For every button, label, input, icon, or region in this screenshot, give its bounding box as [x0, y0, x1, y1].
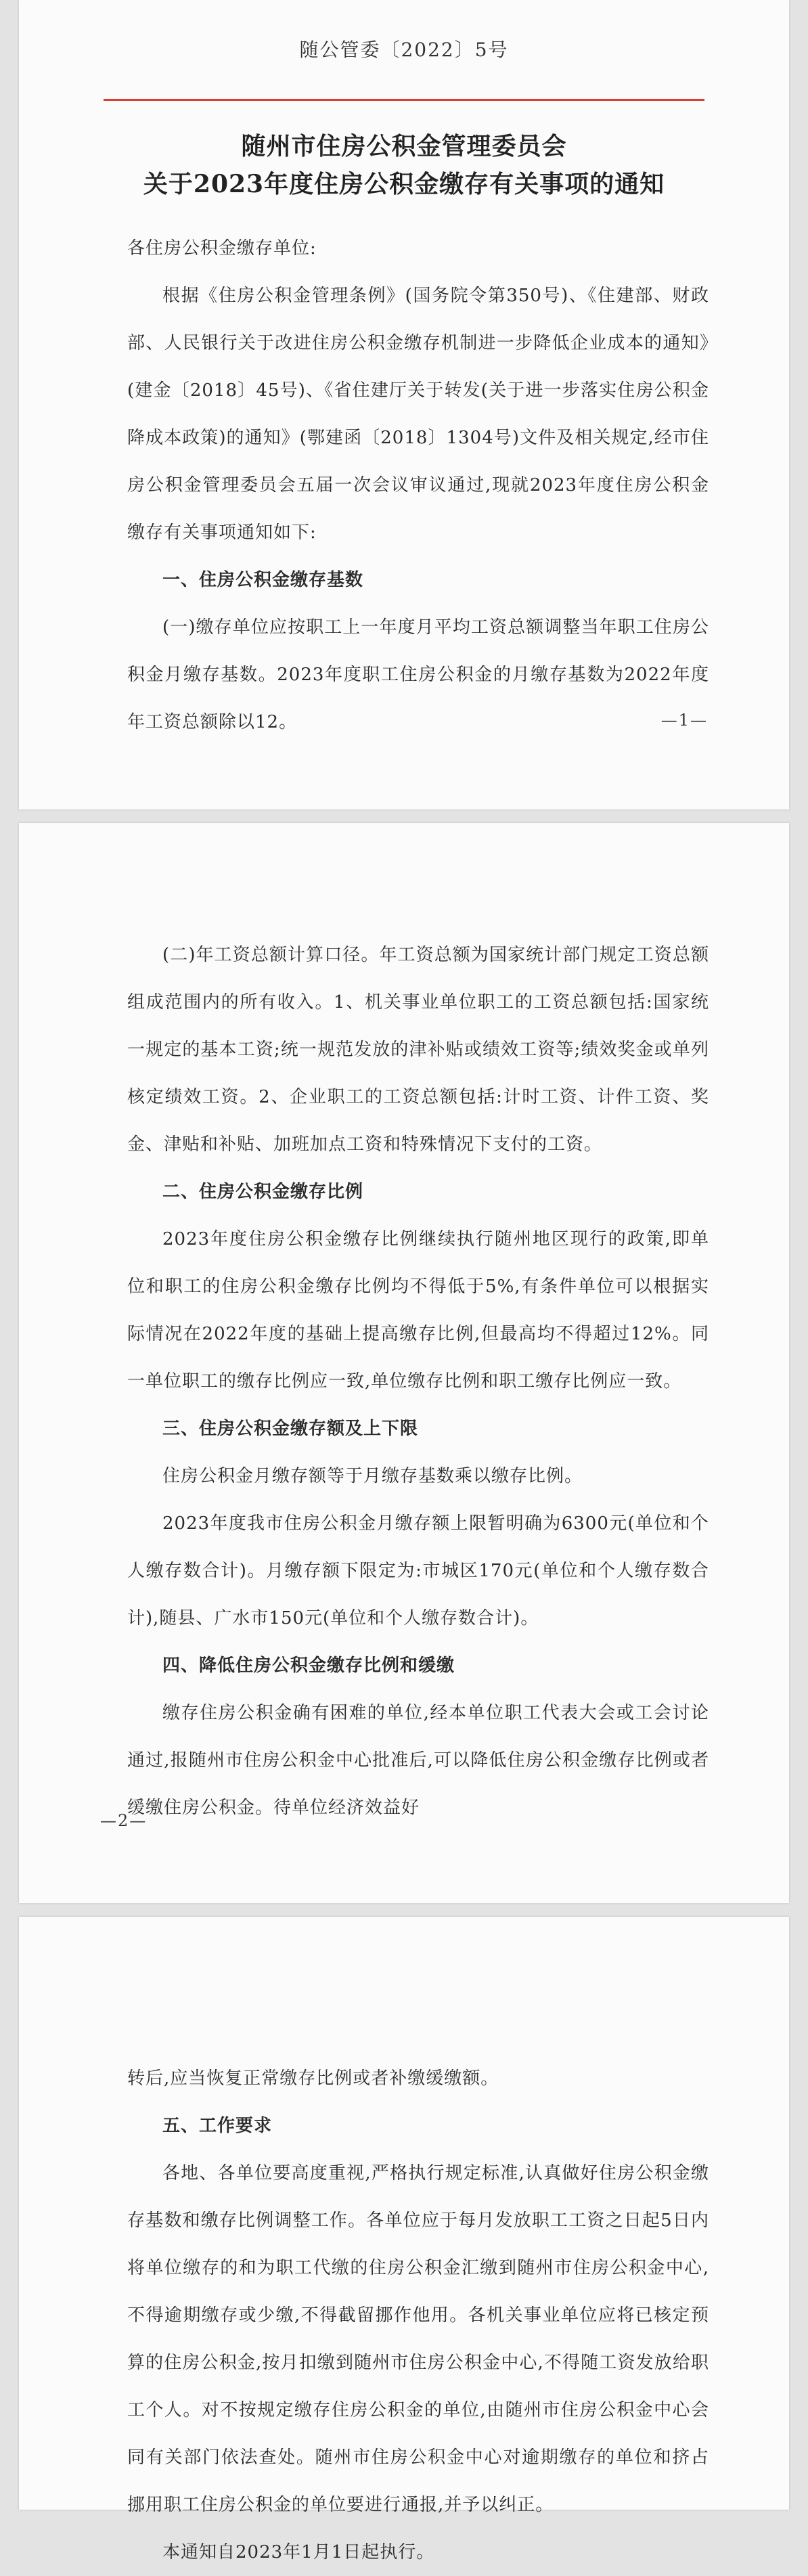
document-title-line-2: 关于2023年度住房公积金缴存有关事项的通知 [143, 170, 665, 198]
section-2-paragraph: 2023年度住房公积金缴存比例继续执行随州地区现行的政策,即单位和职工的住房公积金缴存比例均不得低于5%,有条件单位可以根据实际情况在2022年度的基础上提高缴存比例,但最高均不得超过12%。同一单位职工的缴存比例应一致,单位缴存比例和职工缴存比例应一致。 [127, 1229, 709, 1392]
document-number: 随公管委〔2022〕5号 [299, 39, 509, 61]
section-1-heading: 一、住房公积金缴存基数 [162, 570, 364, 590]
document-page-2 [19, 823, 789, 1903]
document-page-3 [19, 1917, 789, 2562]
page-number-2: —2— [100, 1811, 148, 1830]
page-number-1: —1— [660, 711, 708, 730]
section-2-heading: 二、住房公积金缴存比例 [162, 1182, 364, 1202]
section-1-paragraph-2: (二)年工资总额计算口径。年工资总额为国家统计部门规定工资总额组成范围内的所有收入。1、机关事业单位职工的工资总额包括:国家统一规定的基本工资;统一规范发放的津补贴或绩效工资等;绩效奖金或单列核定绩效工资。2、企业职工的工资总额包括:计时工资、计件工资、奖金、津贴和补贴、加班加点工资和特殊情况下支付的工资。 [127, 945, 709, 1155]
section-3-paragraph-1: 住房公积金月缴存额等于月缴存基数乘以缴存比例。 [162, 1466, 583, 1486]
section-5-heading: 五、工作要求 [162, 2116, 273, 2136]
salutation: 各住房公积金缴存单位: [127, 238, 317, 259]
red-divider-rule [104, 99, 704, 101]
section-3-paragraph-2: 2023年度我市住房公积金月缴存额上限暂明确为6300元(单位和个人缴存数合计)。月缴存额下限定为:市城区170元(单位和个人缴存数合计),随县、广水市150元(单位和个人缴存数合计)。 [127, 1513, 709, 1628]
closing-paragraph: 本通知自2023年1月1日起执行。 [162, 2542, 435, 2562]
section-4-heading: 四、降低住房公积金缴存比例和缓缴 [162, 1656, 455, 1676]
document-title-line-1: 随州市住房公积金管理委员会 [241, 132, 567, 160]
section-4-paragraph-part-1: 缴存住房公积金确有困难的单位,经本单位职工代表大会或工会讨论通过,报随州市住房公积金中心批准后,可以降低住房公积金缴存比例或者缓缴住房公积金。待单位经济效益好 [127, 1703, 709, 1818]
document-page-1 [19, 0, 789, 809]
section-4-paragraph-part-2: 转后,应当恢复正常缴存比例或者补缴缓缴额。 [127, 2068, 499, 2089]
section-5-paragraph: 各地、各单位要高度重视,严格执行规定标准,认真做好住房公积金缴存基数和缴存比例调整工作。各单位应于每月发放职工工资之日起5日内将单位缴存的和为职工代缴的住房公积金汇缴到随州市住房公积金中心,不得逾期缴存或少缴,不得截留挪作他用。各机关事业单位应将已核定预算的住房公积金,按月扣缴到随州市住房公积金中心,不得随工资发放给职工个人。对不按规定缴存住房公积金的单位,由随州市住房公积金中心会同有关部门依法查处。随州市住房公积金中心对逾期缴存的单位和挤占挪用职工住房公积金的单位要进行通报,并予以纠正。 [127, 2163, 709, 2515]
intro-paragraph: 根据《住房公积金管理条例》(国务院令第350号)、《住建部、财政部、人民银行关于改进住房公积金缴存机制进一步降低企业成本的通知》(建金〔2018〕45号)、《省住建厅关于转发(关于进一步落实住房公积金降成本政策)的通知》(鄂建函〔2018〕1304号)文件及相关规定,经市住房公积金管理委员会五届一次会议审议通过,现就2023年度住房公积金缴存有关事项通知如下: [127, 286, 709, 543]
section-3-heading: 三、住房公积金缴存额及上下限 [162, 1419, 419, 1439]
section-1-paragraph-1: (一)缴存单位应按职工上一年度月平均工资总额调整当年职工住房公积金月缴存基数。2023年度职工住房公积金的月缴存基数为2022年度年工资总额除以12。 [127, 617, 709, 732]
